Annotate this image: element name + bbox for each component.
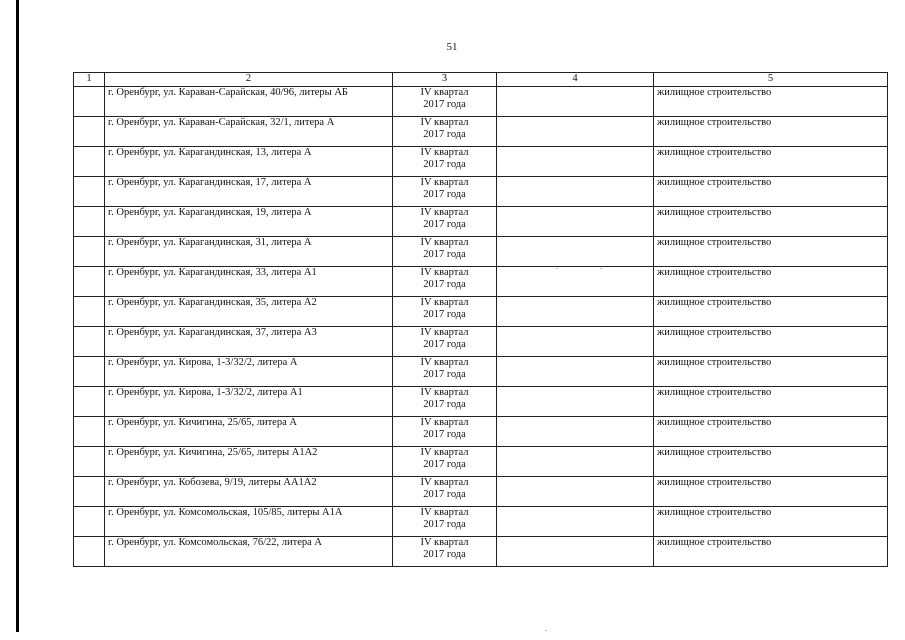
cell-number [74,327,105,357]
cell-number [74,297,105,327]
column-header-2: 2 [105,73,393,87]
cell-number [74,177,105,207]
deadline-quarter: IV квартал [420,267,469,278]
deadline-year: 2017 года [423,398,466,410]
deadline-quarter: IV квартал [420,237,469,248]
cell-number [74,237,105,267]
cell-deadline [393,537,497,567]
cell-column-4 [497,147,654,177]
cell-purpose: жилищное строительство [654,417,888,447]
cell-deadline [393,297,497,327]
cell-purpose: жилищное строительство [654,177,888,207]
cell-address: г. Оренбург, ул. Карагандинская, 37, литера А3 [105,327,393,357]
deadline-year: 2017 года [423,458,466,470]
cell-address: г. Оренбург, ул. Карагандинская, 33, литера А1 [105,267,393,297]
deadline-quarter: IV квартал [420,357,469,368]
deadline-quarter: IV квартал [420,327,469,338]
table-row [74,147,888,177]
cell-deadline [393,357,497,387]
cell-column-4 [497,237,654,267]
cell-purpose: жилищное строительство [654,267,888,297]
deadline-year: 2017 года [423,518,466,530]
cell-column-4 [497,297,654,327]
cell-column-4 [497,507,654,537]
deadline-year: 2017 года [423,278,466,290]
table-row [74,297,888,327]
deadline-year: 2017 года [423,368,466,380]
cell-number [74,117,105,147]
cell-column-4 [497,177,654,207]
cell-deadline [393,417,497,447]
cell-number [74,207,105,237]
cell-deadline [393,447,497,477]
cell-deadline [393,477,497,507]
table-row [74,477,888,507]
cell-purpose: жилищное строительство [654,87,888,117]
cell-column-4 [497,357,654,387]
cell-address: г. Оренбург, ул. Карагандинская, 31, литера А [105,237,393,267]
cell-deadline [393,87,497,117]
deadline-year: 2017 года [423,338,466,350]
cell-column-4 [497,327,654,357]
deadline-quarter: IV квартал [420,447,469,458]
cell-purpose: жилищное строительство [654,507,888,537]
cell-purpose: жилищное строительство [654,327,888,357]
cell-deadline [393,147,497,177]
scan-speck [556,268,558,269]
table-row [74,447,888,477]
cell-deadline [393,507,497,537]
cell-address: г. Оренбург, ул. Кичигина, 25/65, литеры А1А2 [105,447,393,477]
table-row [74,207,888,237]
deadline-quarter: IV квартал [420,417,469,428]
land-plots-table [73,72,888,567]
deadline-quarter: IV квартал [420,117,469,128]
cell-address: г. Оренбург, ул. Карагандинская, 19, литера А [105,207,393,237]
table-header-row [74,73,888,87]
cell-deadline [393,327,497,357]
cell-number [74,507,105,537]
cell-deadline [393,387,497,417]
column-header-1: 1 [74,73,105,87]
cell-column-4 [497,87,654,117]
deadline-quarter: IV квартал [420,87,469,98]
cell-purpose: жилищное строительство [654,387,888,417]
scan-left-edge [16,0,19,632]
scan-speck [600,268,602,269]
cell-address: г. Оренбург, ул. Карагандинская, 13, литера А [105,147,393,177]
table-row [74,87,888,117]
cell-purpose: жилищное строительство [654,117,888,147]
cell-column-4 [497,537,654,567]
cell-column-4 [497,417,654,447]
cell-column-4 [497,267,654,297]
cell-deadline [393,237,497,267]
cell-column-4 [497,447,654,477]
table-row [74,237,888,267]
cell-column-4 [497,387,654,417]
cell-purpose: жилищное строительство [654,447,888,477]
deadline-year: 2017 года [423,98,466,110]
cell-purpose: жилищное строительство [654,357,888,387]
cell-number [74,447,105,477]
deadline-quarter: IV квартал [420,477,469,488]
table-row [74,537,888,567]
cell-deadline [393,117,497,147]
deadline-quarter: IV квартал [420,297,469,308]
deadline-quarter: IV квартал [420,177,469,188]
cell-purpose: жилищное строительство [654,537,888,567]
cell-deadline [393,207,497,237]
table-row [74,267,888,297]
cell-address: г. Оренбург, ул. Кирова, 1-3/32/2, литера А [105,357,393,387]
table-row [74,507,888,537]
column-header-5: 5 [654,73,888,87]
table-row [74,387,888,417]
cell-column-4 [497,207,654,237]
table-row [74,417,888,447]
table-row [74,177,888,207]
scan-speck [545,630,547,631]
deadline-quarter: IV квартал [420,207,469,218]
deadline-year: 2017 года [423,248,466,260]
cell-address: г. Оренбург, ул. Кобозева, 9/19, литеры АА1А2 [105,477,393,507]
deadline-quarter: IV квартал [420,147,469,158]
cell-purpose: жилищное строительство [654,207,888,237]
cell-number [74,267,105,297]
cell-number [74,417,105,447]
cell-purpose: жилищное строительство [654,297,888,327]
deadline-quarter: IV квартал [420,507,469,518]
cell-deadline [393,267,497,297]
deadline-year: 2017 года [423,488,466,500]
cell-column-4 [497,117,654,147]
cell-deadline [393,177,497,207]
deadline-year: 2017 года [423,428,466,440]
cell-number [74,387,105,417]
table-row [74,117,888,147]
table-row [74,357,888,387]
table-body [74,87,888,567]
cell-address: г. Оренбург, ул. Карагандинская, 35, литера А2 [105,297,393,327]
cell-number [74,537,105,567]
cell-column-4 [497,477,654,507]
column-header-4: 4 [497,73,654,87]
cell-number [74,147,105,177]
cell-purpose: жилищное строительство [654,147,888,177]
cell-number [74,477,105,507]
cell-address: г. Оренбург, ул. Комсомольская, 76/22, литера А [105,537,393,567]
cell-address: г. Оренбург, ул. Комсомольская, 105/85, литеры А1А [105,507,393,537]
deadline-year: 2017 года [423,158,466,170]
cell-address: г. Оренбург, ул. Караван-Сарайская, 40/96, литеры АБ [105,87,393,117]
cell-number [74,357,105,387]
page-number: 51 [446,41,458,53]
deadline-year: 2017 года [423,218,466,230]
cell-purpose: жилищное строительство [654,237,888,267]
cell-address: г. Оренбург, ул. Караван-Сарайская, 32/1, литера А [105,117,393,147]
deadline-year: 2017 года [423,188,466,200]
deadline-year: 2017 года [423,548,466,560]
cell-address: г. Оренбург, ул. Кирова, 1-3/32/2, литера А1 [105,387,393,417]
cell-address: г. Оренбург, ул. Карагандинская, 17, литера А [105,177,393,207]
cell-number [74,87,105,117]
cell-address: г. Оренбург, ул. Кичигина, 25/65, литера А [105,417,393,447]
deadline-quarter: IV квартал [420,537,469,548]
cell-purpose: жилищное строительство [654,477,888,507]
deadline-year: 2017 года [423,308,466,320]
deadline-year: 2017 года [423,128,466,140]
column-header-3: 3 [393,73,497,87]
table-row [74,327,888,357]
deadline-quarter: IV квартал [420,387,469,398]
